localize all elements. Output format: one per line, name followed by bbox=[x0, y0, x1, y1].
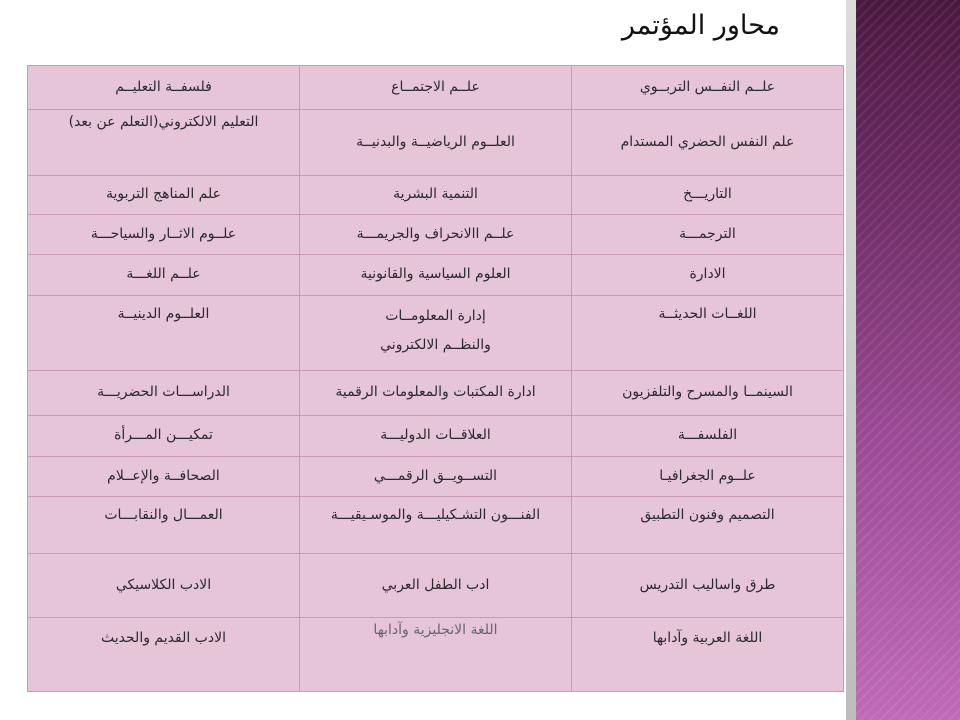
table-cell: علــم اللغـــة bbox=[28, 255, 300, 296]
table-row bbox=[28, 497, 844, 554]
table-cell: ادب الطفل العربي bbox=[300, 554, 572, 618]
table-row bbox=[28, 66, 844, 110]
slide-title: محاور المؤتمر bbox=[621, 10, 780, 41]
table-cell: فلسفــة التعليــم bbox=[28, 66, 300, 110]
table-row bbox=[28, 416, 844, 457]
table-cell: الدراســـات الحضريـــة bbox=[28, 371, 300, 416]
table-row bbox=[28, 554, 844, 618]
table-cell: الادب الكلاسيكي bbox=[28, 554, 300, 618]
table-cell: اللغــات الحديثــة bbox=[572, 296, 844, 371]
table-cell: علــم النفــس التربــوي bbox=[572, 66, 844, 110]
table-cell: العلــوم الدينيــة bbox=[28, 296, 300, 371]
table-row bbox=[28, 215, 844, 255]
table-cell: الترجمـــة bbox=[572, 215, 844, 255]
table-cell: اللغة العربية وآدابها bbox=[572, 618, 844, 692]
table-row bbox=[28, 176, 844, 215]
side-band-edge bbox=[846, 0, 856, 720]
table-cell: علــوم الجغرافيـا bbox=[572, 457, 844, 497]
side-band-pattern bbox=[856, 0, 960, 720]
table-row bbox=[28, 255, 844, 296]
table-row bbox=[28, 296, 844, 371]
table-cell: الصحافــة والإعــلام bbox=[28, 457, 300, 497]
table-cell: التاريـــخ bbox=[572, 176, 844, 215]
table-cell: العلاقــات الدوليـــة bbox=[300, 416, 572, 457]
table-cell: العمـــال والنقابـــات bbox=[28, 497, 300, 554]
table-cell: الادب القديم والحديث bbox=[28, 618, 300, 692]
table-cell: علم النفس الحضري المستدام bbox=[572, 110, 844, 176]
table-cell: علــوم الاثــار والسياحـــة bbox=[28, 215, 300, 255]
table-cell: علــم االانحراف والجريمـــة bbox=[300, 215, 572, 255]
table-cell: إدارة المعلومــات والنظــم الالكتروني bbox=[300, 296, 572, 371]
table-cell: السينمــا والمسرح والتلفزيون bbox=[572, 371, 844, 416]
table-cell: طرق واساليب التدريس bbox=[572, 554, 844, 618]
table-row bbox=[28, 618, 844, 692]
table-cell: التصميم وفنون التطبيق bbox=[572, 497, 844, 554]
table-cell: اللغة الانجليزية وآدابها bbox=[300, 618, 572, 692]
table-cell: تمكيـــن المـــرأة bbox=[28, 416, 300, 457]
conference-topics-table bbox=[27, 65, 844, 692]
table-row bbox=[28, 457, 844, 497]
table-row bbox=[28, 371, 844, 416]
table-cell: التســويــق الرقمـــي bbox=[300, 457, 572, 497]
table-cell: التعليم الالكتروني(التعلم عن بعد) bbox=[28, 110, 300, 176]
table-cell: ادارة المكتبات والمعلومات الرقمية bbox=[300, 371, 572, 416]
table-cell: التنمية البشرية bbox=[300, 176, 572, 215]
table-cell: العلــوم الرياضيــة والبدنيــة bbox=[300, 110, 572, 176]
table-cell: الفلسفـــة bbox=[572, 416, 844, 457]
table-cell: الادارة bbox=[572, 255, 844, 296]
table-cell: علم المناهج التربوية bbox=[28, 176, 300, 215]
table-cell: علــم الاجتمــاع bbox=[300, 66, 572, 110]
table-cell: العلوم السياسية والقانونية bbox=[300, 255, 572, 296]
table-cell: الفنـــون التشـكيليـــة والموسـيقيـــة bbox=[300, 497, 572, 554]
table-row bbox=[28, 110, 844, 176]
